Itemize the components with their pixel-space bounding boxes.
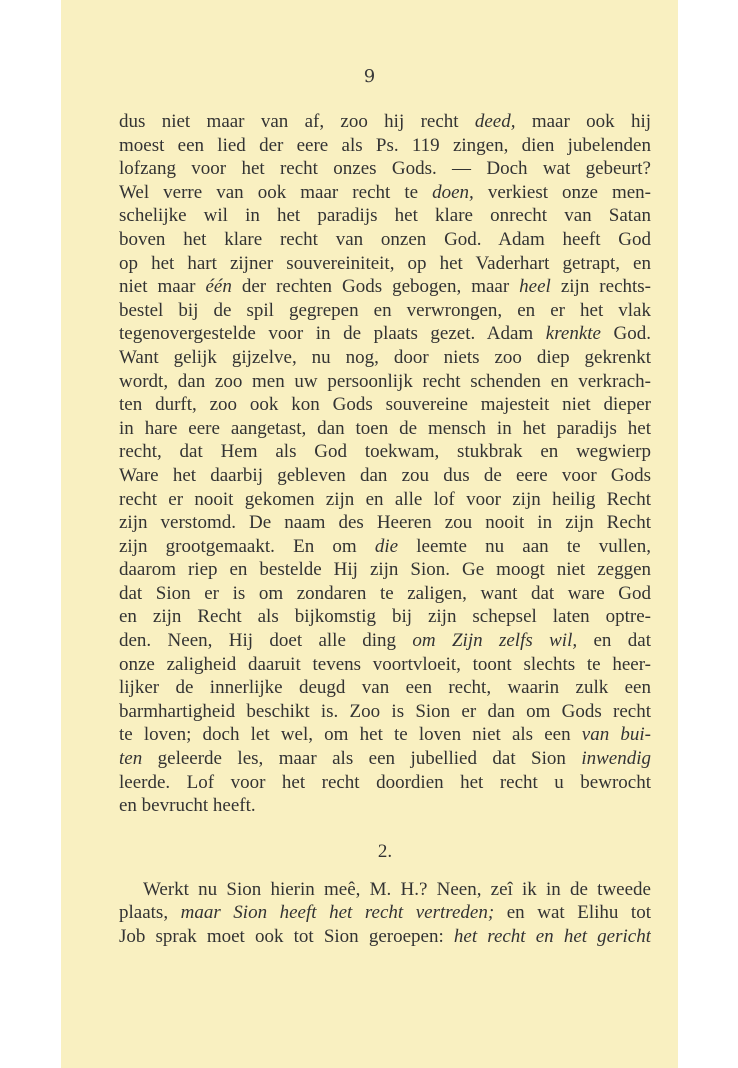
text-segment: God. <box>600 323 651 345</box>
text-line <box>119 370 651 394</box>
text-segment: recht, dat Hem als God toekwam, stukbrak en wegwierp <box>119 441 651 463</box>
text-segment: Job sprak moet ook tot Sion geroepen: <box>119 926 454 947</box>
text-segment: recht er nooit gekomen zijn en alle lof voor zijn heilig Recht <box>119 488 651 510</box>
book-page <box>61 0 678 1068</box>
text-line <box>119 901 651 925</box>
text-line <box>119 299 651 323</box>
text-segment: tegenovergestelde voor in de plaats gezet. Adam <box>119 323 546 345</box>
text-segment: zijn verstomd. De naam des Heeren zou nooit in zijn Recht <box>119 512 651 534</box>
text-segment: niet maar <box>119 276 206 298</box>
text-line <box>119 511 651 535</box>
body-text <box>119 110 651 949</box>
page-number: 9 <box>363 66 376 87</box>
text-segment: dat Sion er is om zondaren te zaligen, want dat ware God <box>119 582 651 604</box>
paragraph-section-2 <box>119 878 651 949</box>
text-segment: bestel bij de spil gegrepen en verwrongen, en er het vlak <box>119 299 651 321</box>
text-segment: schelijke wil in het paradijs het klare onrecht van Satan <box>119 205 651 227</box>
text-line <box>119 794 651 818</box>
text-line <box>119 723 651 747</box>
text-segment: boven het klare recht van onzen God. Adam heeft God <box>119 228 651 250</box>
text-line <box>119 700 651 724</box>
text-segment: den. Neen, Hij doet alle ding <box>119 630 413 652</box>
text-segment: maar ook hij <box>515 111 651 132</box>
text-segment: Want gelijk gijzelve, nu nog, door niets zoo diep gekrenkt <box>119 346 651 368</box>
text-line <box>119 488 651 512</box>
italic-text: ten <box>119 748 143 770</box>
text-segment: dus niet maar van af, zoo hij recht <box>119 111 475 132</box>
text-line <box>119 157 651 181</box>
text-line <box>119 629 651 653</box>
text-segment: verkiest onze men- <box>473 181 651 203</box>
section-number: 2. <box>377 840 393 862</box>
italic-text: heel <box>519 276 551 298</box>
italic-text: doen, <box>432 181 474 203</box>
text-segment: geleerde les, maar als een jubellied dat Sion <box>142 748 582 770</box>
text-line <box>119 535 651 559</box>
text-segment: zijn grootgemaakt. En om <box>119 535 375 557</box>
text-line <box>119 747 651 771</box>
text-line <box>119 228 651 252</box>
text-segment: daarom riep en bestelde Hij zijn Sion. Ge moogt niet zeggen <box>119 559 651 581</box>
text-line <box>119 181 651 205</box>
text-line <box>119 605 651 629</box>
text-segment: ten durft, zoo ook kon Gods souvereine majesteit niet dieper <box>119 394 651 416</box>
text-line <box>119 925 651 949</box>
text-line <box>119 558 651 582</box>
text-segment: onze zaligheid daaruit tevens voortvloeit, toont slechts te heer- <box>119 653 651 675</box>
italic-text: deed, <box>474 111 516 132</box>
text-segment: op het hart zijner souvereiniteit, op het Vaderhart getrapt, en <box>119 252 651 274</box>
paragraph-main <box>119 110 651 818</box>
text-line <box>119 582 651 606</box>
italic-text: één <box>205 276 232 298</box>
text-line <box>119 204 651 228</box>
text-line <box>119 346 651 370</box>
text-line <box>119 878 651 902</box>
text-segment: plaats, <box>119 902 181 924</box>
text-segment: moest een lied der eere als Ps. 119 zingen, dien jubelenden <box>119 134 651 156</box>
text-line <box>119 653 651 677</box>
text-line <box>119 464 651 488</box>
text-segment: wordt, dan zoo men uw persoonlijk recht schenden en verkrach- <box>119 370 651 392</box>
italic-text: inwendig <box>581 748 651 770</box>
text-line <box>119 417 651 441</box>
text-segment: barmhartigheid beschikt is. Zoo is Sion er dan om Gods recht <box>119 700 651 722</box>
text-segment: Werkt nu Sion hierin meê, M. H.? Neen, zeî ik in de tweede <box>143 878 651 900</box>
italic-text: van bui- <box>581 724 651 746</box>
text-segment: leemte nu aan te vullen, <box>398 535 651 557</box>
text-line <box>119 771 651 795</box>
text-segment: en zijn Recht als bijkomstig bij zijn schepsel laten optre- <box>119 606 651 628</box>
italic-text: krenkte <box>545 323 601 345</box>
italic-text: het recht en het gericht <box>453 926 651 947</box>
text-line <box>119 134 651 158</box>
italic-text: maar Sion heeft het recht vertreden; <box>180 902 495 924</box>
text-line <box>119 322 651 346</box>
text-line <box>119 252 651 276</box>
text-line <box>119 393 651 417</box>
text-segment: te loven; doch let wel, om het te loven niet als een <box>119 724 582 746</box>
text-line <box>119 440 651 464</box>
text-segment: lofzang voor het recht onzes Gods. — Doch wat gebeurt? <box>119 158 651 180</box>
italic-text: die <box>374 535 399 557</box>
text-segment: Wel verre van ook maar recht te <box>119 181 433 203</box>
text-segment: der rechten Gods gebogen, maar <box>231 276 520 298</box>
text-line <box>119 275 651 299</box>
text-segment: lijker de innerlijke deugd van een recht, waarin zulk een <box>119 677 651 699</box>
text-line <box>119 676 651 700</box>
text-segment: en bevrucht heeft. <box>119 795 256 817</box>
text-segment: in hare eere aangetast, dan toen de mensch in het paradijs het <box>119 417 651 439</box>
italic-text: om Zijn zelfs wil, <box>412 630 578 652</box>
text-segment: leerde. Lof voor het recht doordien het recht u bewrocht <box>119 771 651 793</box>
text-segment: en dat <box>577 630 651 652</box>
text-segment: zijn rechts- <box>550 276 651 298</box>
text-segment: Ware het daarbij gebleven dan zou dus de eere voor Gods <box>119 464 651 486</box>
text-segment: en wat Elihu tot <box>494 902 651 924</box>
text-line <box>119 110 651 134</box>
